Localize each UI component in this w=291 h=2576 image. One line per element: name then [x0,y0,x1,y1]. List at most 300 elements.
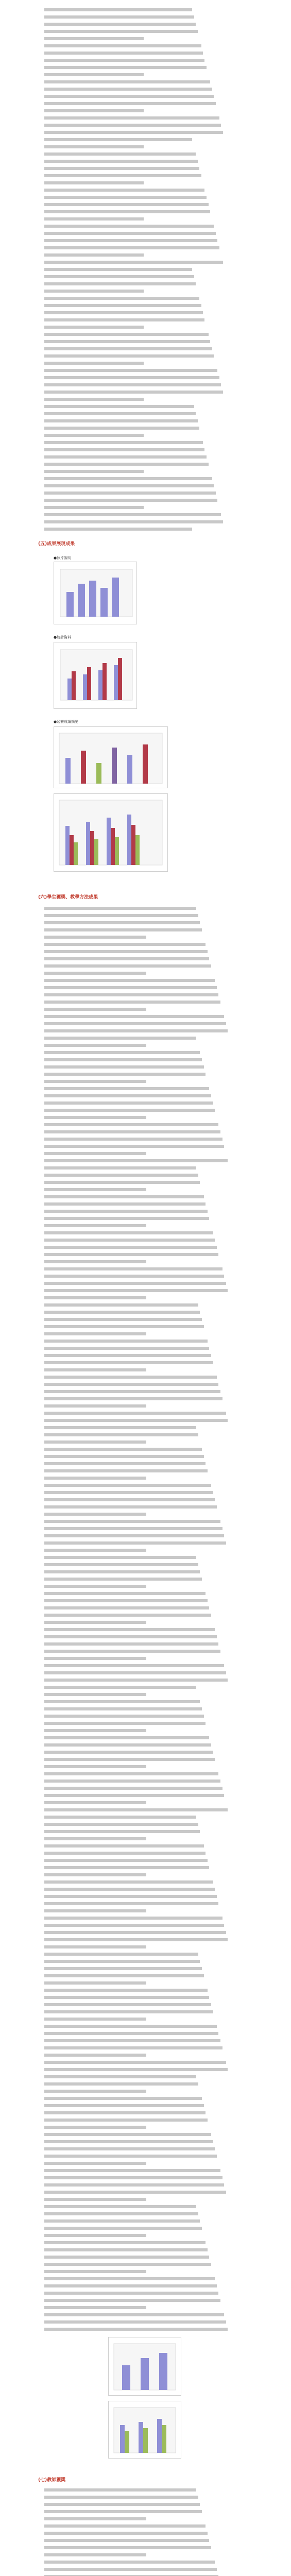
text-line [44,2183,224,2187]
text-line [44,1426,196,1429]
text-line [44,1174,198,1177]
text-line [44,1101,213,1105]
text-line [44,986,217,989]
text-line [44,102,216,105]
text-line [44,1433,198,1436]
text-line [44,1448,202,1451]
text-line [44,1722,206,1725]
text-line [44,1275,224,1278]
text-line [44,2306,146,2309]
text-line [44,1015,224,1018]
text-line [44,181,144,184]
chart-3-bar-2 [81,751,86,784]
text-line [44,1635,217,1638]
text-line [44,2219,200,2223]
text-line [44,23,196,26]
text-line [44,528,192,531]
text-line [44,1037,196,1040]
text-line [44,427,199,430]
text-line [44,1888,215,1891]
text-line [44,1794,224,1797]
chart-5-svg [109,2337,181,2395]
text-line [44,484,214,487]
text-line [44,225,214,228]
text-line [44,37,144,40]
text-line [44,1614,211,1617]
text-line [44,2510,202,2513]
text-line [44,1008,146,1011]
text-line [44,1145,224,1148]
text-line [44,1823,198,1826]
text-line [44,383,221,386]
text-line [44,8,192,11]
chart-2-bar-2a [83,674,87,700]
text-line [44,1058,202,1061]
text-line [44,412,196,415]
text-line [44,1094,211,1097]
text-line [44,1181,200,1184]
text-line [44,1671,226,1674]
text-line [44,1938,228,1941]
chart-6-svg [109,2401,181,2458]
text-line [44,2496,198,2499]
text-line [44,1152,146,1155]
text-line [44,405,194,408]
text-line [44,921,200,924]
text-line [44,30,198,33]
text-line [44,1267,222,1270]
text-line [44,936,146,939]
chart-3-bar-3 [96,763,101,784]
text-line [44,1556,196,1559]
text-line [44,1830,200,1833]
text-line [44,914,198,917]
text-line [44,1231,213,1234]
text-line [44,304,201,307]
text-line [44,1606,209,1609]
text-line [44,174,201,177]
text-line [44,261,223,264]
text-line [44,1340,208,1343]
text-line [44,1743,211,1747]
text-line [44,318,204,321]
text-line [44,333,209,336]
figure-chart-2 [54,642,137,709]
text-line [44,1599,208,1602]
text-line [44,2234,146,2237]
text-line [44,2090,146,2093]
text-line [44,2032,218,2035]
text-line [44,2313,224,2316]
text-line [44,1195,204,1198]
text-line [44,2018,146,2021]
bullet-photo-caption: ●照片說明 [54,556,72,560]
chart-4-bar-3c [115,837,119,865]
text-line [44,116,219,120]
text-line [44,391,223,394]
chart-3-bar-6 [143,744,148,784]
text-line [44,95,214,98]
text-line [44,1455,204,1458]
text-line [44,1873,146,1876]
text-line [44,1707,202,1710]
text-line [44,1224,146,1227]
text-line [44,88,212,91]
chart-6-bar-2a [139,2422,143,2453]
chart-6-bar-3a [157,2419,162,2453]
text-line [44,972,146,975]
text-line [44,1549,146,1552]
text-line [44,203,209,206]
chart-4-bar-2c [94,839,98,865]
text-line [44,59,204,62]
text-line [44,1383,218,1386]
chart-5-bar-2 [141,2358,149,2390]
text-line [44,1477,146,1480]
text-line [44,1787,222,1790]
text-line [44,1960,200,1963]
text-line [44,210,210,213]
text-line [44,1202,206,1206]
bullet-competition: ●競賽成績摘要 [54,720,79,724]
text-line [44,1628,215,1631]
text-line [44,1772,218,1775]
text-line [44,1130,220,1133]
text-line [44,1953,198,1956]
text-line [44,1780,220,1783]
text-line [44,477,212,480]
text-line [44,2277,215,2280]
text-line [44,340,210,343]
text-line [44,1188,146,1191]
text-line [44,232,216,235]
text-line [44,326,144,329]
figure-chart-6 [108,2401,181,2459]
text-line [44,1866,209,1869]
text-line [44,131,223,134]
text-line [44,2292,218,2295]
text-line [44,455,207,459]
text-line [44,1253,218,1256]
text-line [44,957,209,960]
text-line [44,246,219,249]
figure-chart-5 [108,2337,181,2396]
chart-1-bar-5 [112,578,119,617]
text-line [44,1166,196,1170]
text-line [44,2010,213,2013]
text-line [44,1924,224,1927]
text-line [44,2227,202,2230]
text-line [44,1311,200,1314]
text-line [44,1585,146,1588]
chart-4-bar-1a [65,826,70,865]
chart-4-bar-2a [86,822,90,865]
text-line [44,1895,217,1898]
text-line [44,2284,217,2287]
text-line [44,1808,228,1811]
text-line [44,1044,146,1047]
text-line [44,499,217,502]
text-line [44,2488,196,2492]
text-line [44,2256,209,2259]
text-line [44,1642,218,1646]
text-line [44,2328,228,2331]
text-line [44,1736,209,1739]
text-line [44,1123,218,1126]
text-line [44,2126,146,2129]
text-line [44,1159,228,1162]
text-line [44,1621,146,1624]
text-line [44,1686,196,1689]
text-line [44,1354,211,1357]
text-line [44,253,144,257]
chart-4-bar-1c [74,842,78,865]
chart-4-svg [54,794,167,871]
text-line [44,1325,204,1328]
text-line [44,1751,213,1754]
text-line [44,2162,146,2165]
chart-3-svg [54,727,167,788]
text-line [44,2104,204,2107]
text-line [44,2553,146,2556]
text-line [44,2546,211,2549]
chart-2-bar-1a [67,679,72,700]
chart-2-bar-3b [102,663,107,700]
section-heading-7: (七)教師獲獎 [38,2478,66,2483]
text-line [44,268,192,271]
text-line [44,1022,226,1025]
text-line [44,398,144,401]
text-line [44,1397,222,1400]
text-line [44,80,210,83]
text-line [44,1520,220,1523]
text-line [44,979,215,982]
text-line [44,160,198,163]
text-line [44,1527,222,1530]
text-line [44,1981,146,1985]
text-line [44,2054,146,2057]
text-line [44,1729,146,1732]
chart-4-bar-4a [127,815,131,865]
text-line [44,275,194,278]
text-line [44,1715,204,1718]
chart-4-bar-4b [131,825,135,865]
chart-2-bar-4b [118,658,122,700]
text-line [44,1087,209,1090]
text-line [44,2061,226,2064]
text-line [44,2097,202,2100]
text-line [44,2068,228,2071]
text-line [44,124,221,127]
text-line [44,2039,220,2042]
text-line [44,1138,222,1141]
text-line [44,1412,226,1415]
text-line [44,1996,209,1999]
text-line [44,993,218,996]
text-line [44,239,217,242]
text-line [44,2147,215,2150]
text-line [44,1765,146,1768]
text-line [44,189,204,192]
text-line [44,1974,204,1977]
text-line [44,2320,226,2324]
text-line [44,1917,222,1920]
text-line [44,138,192,141]
chart-4-bar-1b [70,835,74,865]
text-line [44,1116,146,1119]
text-line [44,1210,208,1213]
text-line [44,1498,215,1501]
text-line [44,1534,224,1537]
text-line [44,1484,211,1487]
text-line [44,1505,217,1509]
text-line [44,2075,196,2078]
text-line [44,369,217,372]
chart-4-bar-2b [90,831,94,865]
text-line [44,44,201,47]
text-line [44,1109,215,1112]
text-line [44,354,214,358]
text-line [44,167,199,170]
chart-1-bar-1 [66,592,74,617]
text-line [44,1347,209,1350]
text-line [44,2270,146,2273]
text-line [44,1440,146,1444]
text-line [44,1260,146,1263]
text-line [44,1368,146,1371]
text-line [44,52,203,55]
chart-6-bar-3b [162,2425,166,2453]
chart-6-bar-1b [125,2431,129,2453]
text-line [44,419,198,422]
text-line [44,196,207,199]
text-line [44,1513,146,1516]
text-line [44,1816,196,1819]
text-line [44,2082,198,2086]
text-line [44,1419,228,1422]
text-line [44,1852,206,1855]
text-line [44,1801,146,1804]
text-line [44,1282,226,1285]
text-line [44,1541,226,1545]
text-line [44,2111,206,2114]
figure-chart-4 [54,793,168,872]
text-line [44,907,196,910]
chart-3-bar-5 [127,755,132,784]
text-line [44,1700,200,1703]
text-line [44,362,144,365]
text-line [44,1051,200,1054]
text-line [44,1029,228,1032]
text-line [44,1332,146,1335]
text-line [44,145,144,148]
chart-6-bar-2b [143,2428,148,2453]
text-line [44,1570,200,1573]
text-line [44,2561,215,2564]
text-line [44,2568,217,2571]
text-line [44,1469,208,1472]
text-line [44,950,208,953]
text-line [44,311,203,314]
text-line [44,1404,146,1408]
text-line [44,1303,198,1307]
chart-2-bar-2b [87,667,91,700]
figure-chart-3 [54,726,168,788]
text-line [44,376,219,379]
text-line [44,1065,204,1069]
text-line [44,1650,220,1653]
text-line [44,2517,146,2520]
text-line [44,1758,215,1761]
chart-2-bar-4a [114,665,118,700]
chart-1-svg [54,562,136,624]
text-line [44,2176,222,2179]
text-line [44,1318,202,1321]
text-line [44,1073,206,1076]
text-line [44,1001,220,1004]
text-line [44,2299,220,2302]
text-line [44,928,202,931]
text-line [44,1945,146,1948]
chart-4-bar-4c [135,835,140,865]
chart-5-bar-1 [122,2365,130,2390]
text-line [44,2503,200,2506]
text-line [44,73,144,76]
text-line [44,290,144,293]
text-line [44,66,207,69]
text-line [44,2025,217,2028]
text-line [44,506,144,509]
text-line [44,2119,208,2122]
text-line [44,1390,220,1393]
text-line [44,2140,213,2143]
chart-2-bar-1b [72,671,76,700]
text-line [44,448,204,451]
text-line [44,1657,146,1660]
text-line [44,492,216,495]
chart-5-bar-3 [159,2353,167,2390]
chart-1-bar-4 [100,588,108,617]
text-line [44,520,223,523]
text-line [44,1837,146,1840]
text-line [44,1246,217,1249]
text-line [44,2248,208,2251]
text-line [44,2205,196,2208]
chart-3-bar-1 [65,758,71,784]
text-line [44,2532,208,2535]
text-line [44,2169,220,2172]
text-line [44,1902,218,1905]
text-line [44,1376,217,1379]
text-line [44,1491,213,1494]
text-line [44,1931,226,1934]
text-line [44,2524,206,2528]
text-line [44,109,144,112]
text-line [44,1217,209,1220]
bullet-stats: ●統計資料 [54,635,72,639]
text-line [44,470,144,473]
figure-chart-1 [54,562,137,624]
text-line [44,1289,228,1292]
chart-1-bar-2 [78,584,85,617]
text-line [44,2241,206,2244]
text-line [44,2539,209,2542]
chart-6-bar-1a [120,2425,125,2453]
text-line [44,1967,202,1970]
text-line [44,297,199,300]
text-line [44,1679,228,1682]
text-line [44,1239,215,1242]
